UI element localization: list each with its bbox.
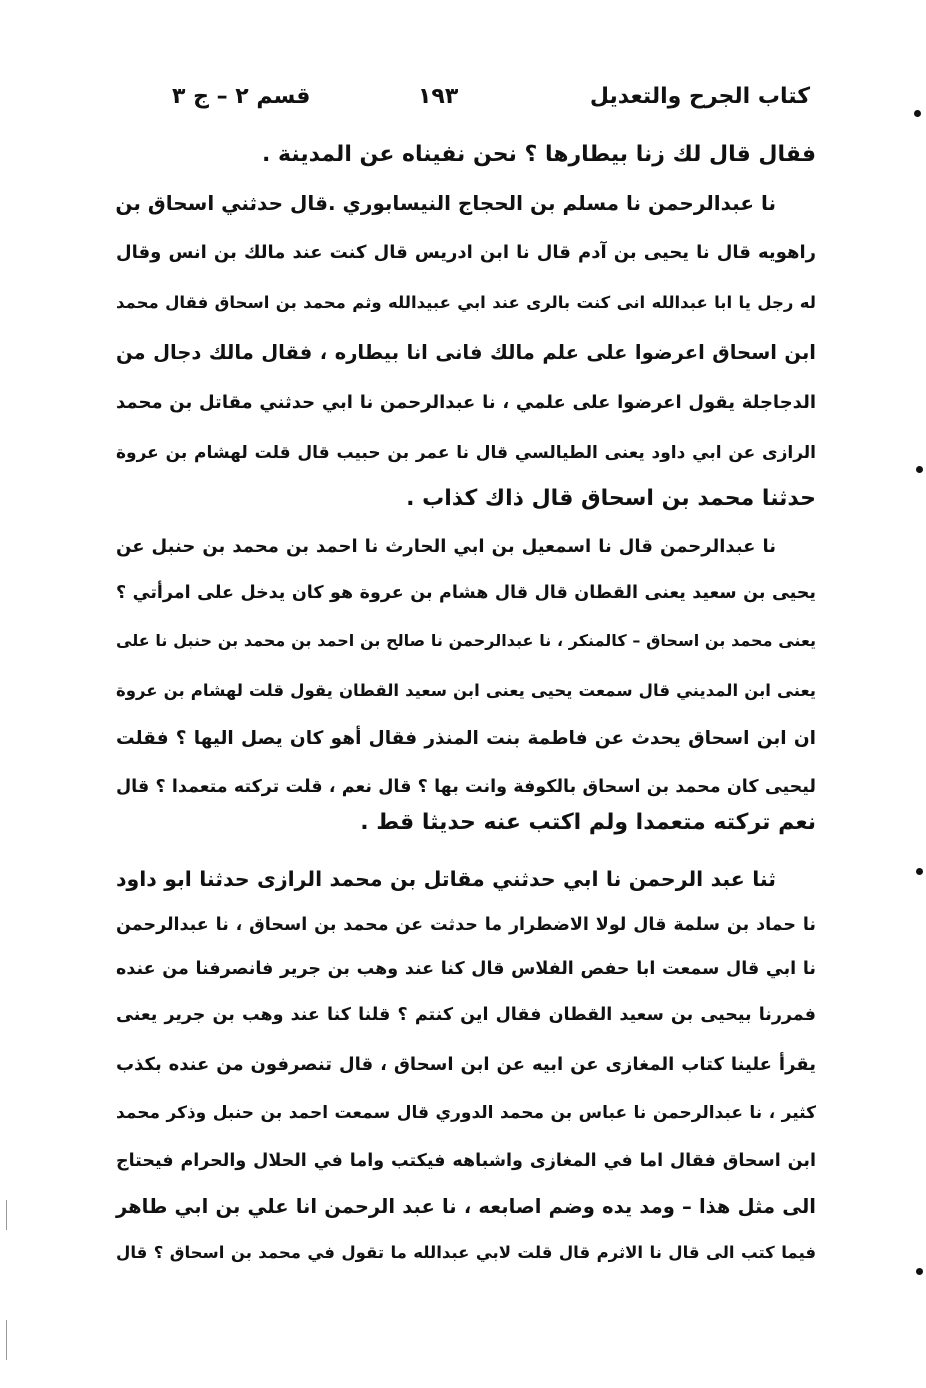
text-line: ثنا عبد الرحمن نا ابي حدثني مقاتل بن محمد الرازى حدثنا ابو داود <box>116 867 776 891</box>
text-line: نا عبدالرحمن نا مسلم بن الحجاج النيسابوري .قال حدثني اسحاق بن <box>115 191 776 215</box>
text-line: نعم تركته متعمدا ولم اكتب عنه حديثا قط . <box>360 810 816 835</box>
book-title: كتاب الجرح والتعديل <box>589 84 810 109</box>
scan-edge-mark <box>6 1320 7 1360</box>
text-line: راهويه قال نا يحيى بن آدم قال نا ابن ادريس قال كنت عند مالك بن انس وقال <box>116 242 816 263</box>
binding-hole-mark <box>916 868 923 875</box>
text-line: الى مثل هذا – ومد يده وضم اصابعه ، نا عبد الرحمن انا علي بن ابي طاهر <box>116 1195 816 1218</box>
text-line: فمررنا بيحيى بن سعيد القطان فقال اين كنتم ؟ قلنا كنا عند وهب بن جرير يعنى <box>116 1005 816 1025</box>
binding-hole-mark <box>916 466 923 473</box>
binding-hole-mark <box>914 110 921 117</box>
text-line: نا عبدالرحمن قال نا اسمعيل بن ابي الحارث نا احمد بن محمد بن حنبل عن <box>116 536 776 557</box>
text-line: يعنى محمد بن اسحاق – كالمنكر ، نا عبدالرحمن نا صالح بن احمد بن محمد بن حنبل نا على <box>116 631 816 650</box>
text-line: يعنى ابن المديني قال سمعت يحيى يعنى ابن سعيد القطان يقول قلت لهشام بن عروة <box>116 681 816 700</box>
text-line: كثير ، نا عبدالرحمن نا عباس بن محمد الدوري قال سمعت احمد بن حنبل وذكر محمد <box>116 1103 816 1123</box>
text-line: الدجاجلة يقول اعرضوا على علمي ، نا عبدالرحمن نا ابي حدثني مقاتل بن محمد <box>116 392 816 413</box>
page-number: ١٩٣ <box>418 84 459 109</box>
text-line: فيما كتب الى قال نا الاثرم قال قلت لابي عبدالله ما تقول في محمد بن اسحاق ؟ قال <box>116 1243 816 1262</box>
text-line: حدثنا محمد بن اسحاق قال ذاك كذاب . <box>406 486 816 511</box>
section-label: قسم ٢ – ج ٣ <box>172 84 311 109</box>
text-line: يقرأ علينا كتاب المغازى عن ابيه عن ابن اسحاق ، قال تنصرفون من عنده بكذب <box>116 1054 816 1075</box>
binding-hole-mark <box>916 1268 923 1275</box>
text-line: ابن اسحاق فقال اما في المغازى واشباهه فيكتب واما في الحلال والحرام فيحتاج <box>116 1151 816 1171</box>
text-line: يحيى بن سعيد يعنى القطان قال قال هشام بن عروة هو كان يدخل على امرأتي ؟ <box>116 583 816 603</box>
text-line: ابن اسحاق اعرضوا على علم مالك فانى انا بيطاره ، فقال مالك دجال من <box>116 341 816 364</box>
text-line: نا حماد بن سلمة قال لولا الاضطرار ما حدثت عن محمد بن اسحاق ، نا عبدالرحمن <box>116 915 816 935</box>
text-line: الرازى عن ابي داود يعنى الطيالسي قال نا عمر بن حبيب قال قلت لهشام بن عروة <box>116 443 816 463</box>
page-header <box>150 84 810 124</box>
text-line: ليحيى كان محمد بن اسحاق بالكوفة وانت بها ؟ قال نعم ، قلت تركته متعمدا ؟ قال <box>116 777 816 797</box>
text-line: نا ابي قال سمعت ابا حفص الفلاس قال كنا عند وهب بن جرير فانصرفنا من عنده <box>116 959 816 979</box>
text-line: له رجل يا ابا عبدالله انى كنت بالرى عند ابي عبيدالله وثم محمد بن اسحاق فقال محمد <box>116 293 816 312</box>
text-line: فقال قال لك زنا بيطارها ؟ نحن نفيناه عن المدينة . <box>262 142 816 167</box>
scan-edge-mark <box>6 1200 7 1230</box>
text-line: ان ابن اسحاق يحدث عن فاطمة بنت المنذر فقال أهو كان يصل اليها ؟ فقلت <box>116 728 816 749</box>
